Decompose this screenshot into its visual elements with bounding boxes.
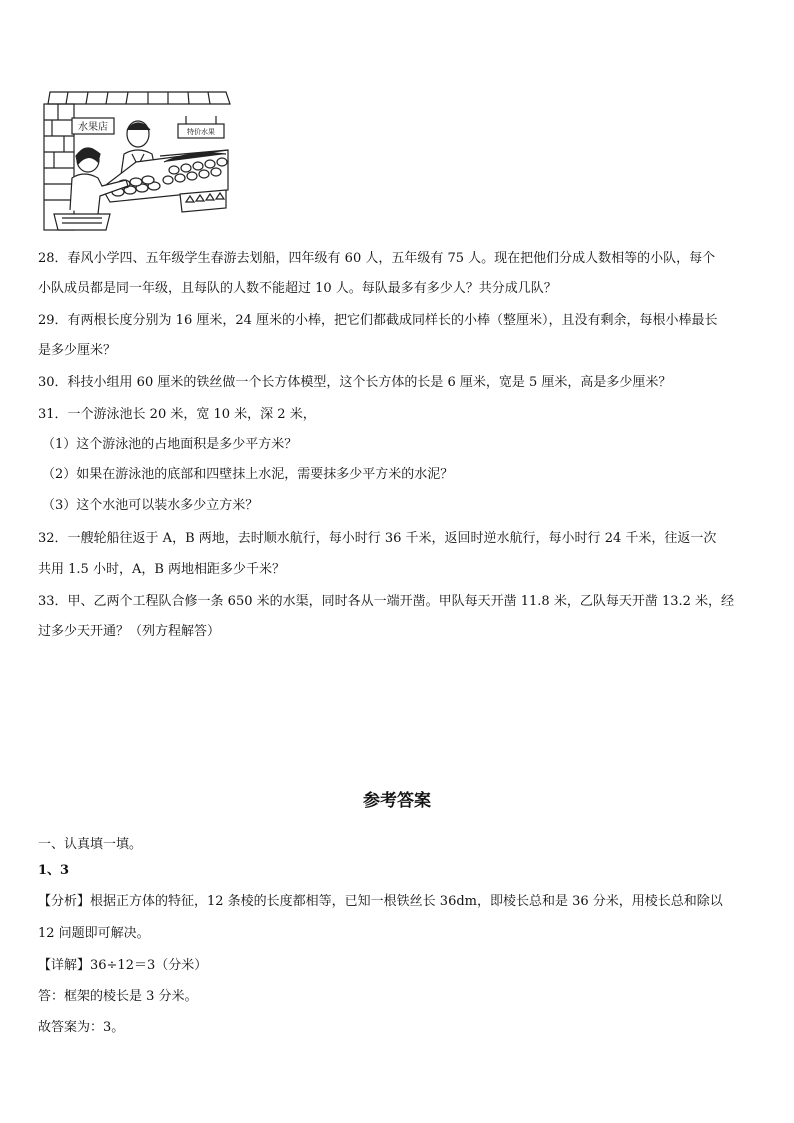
answer-detail: 【详解】36÷12＝3（分米） xyxy=(38,958,208,973)
answer-item-1: 1、3 xyxy=(38,863,70,878)
question-31-line-1: 31．一个游泳池长 20 米，宽 10 米，深 2 米， xyxy=(38,407,316,422)
question-33-line-1: 33．甲、乙两个工程队合修一条 650 米的水渠，同时各从一端开凿。甲队每天开凿 11.8 米，乙队每天开凿 13.2 米，经 xyxy=(38,594,735,609)
question-31-sub-1: （1）这个游泳池的占地面积是多少平方米？ xyxy=(42,437,298,452)
question-32-line-1: 32．一艘轮船往返于 A，B 两地，去时顺水航行，每小时行 36 千米，返回时逆水航行，每小时行 24 千米，往返一次 xyxy=(38,531,717,546)
price-sign-text: 特价水果 xyxy=(187,128,215,136)
question-28-line-1: 28．春风小学四、五年级学生春游去划船，四年级有 60 人，五年级有 75 人。现在把他们分成人数相等的小队，每个 xyxy=(38,251,716,266)
question-28-line-2: 小队成员都是同一年级，且每队的人数不能超过 10 人。每队最多有多少人？共分成几队？ xyxy=(38,281,557,296)
answer-response: 答：框架的棱长是 3 分米。 xyxy=(38,989,198,1004)
answer-title: 参考答案 xyxy=(363,791,431,811)
answer-final: 故答案为：3。 xyxy=(38,1020,125,1035)
question-29-line-1: 29．有两根长度分别为 16 厘米，24 厘米的小棒，把它们都截成同样长的小棒（整厘米），且没有剩余，每根小棒最长 xyxy=(38,313,718,328)
question-32-line-2: 共用 1.5 小时，A，B 两地相距多少千米？ xyxy=(38,562,286,577)
question-31-sub-3: （3）这个水池可以装水多少立方米？ xyxy=(42,498,259,513)
shop-sign-text: 水果店 xyxy=(78,122,108,133)
question-31-sub-2: （2）如果在游泳池的底部和四壁抹上水泥，需要抹多少平方米的水泥？ xyxy=(42,467,454,482)
question-30-line-1: 30．科技小组用 60 厘米的铁丝做一个长方体模型，这个长方体的长是 6 厘米，宽是 5 厘米，高是多少厘米？ xyxy=(38,375,672,390)
question-29-line-2: 是多少厘米？ xyxy=(38,343,117,358)
answer-section-1: 一、认真填一填。 xyxy=(38,837,143,852)
answer-analysis-line-1: 【分析】根据正方体的特征，12 条棱的长度都相等，已知一根铁丝长 36dm，即棱长总和是 36 分米，用棱长总和除以 xyxy=(38,894,723,909)
fruit-shop-illustration xyxy=(40,90,232,232)
question-33-line-2: 过多少天开通？（列方程解答） xyxy=(38,624,221,639)
answer-analysis-line-2: 12 问题即可解决。 xyxy=(38,926,150,941)
